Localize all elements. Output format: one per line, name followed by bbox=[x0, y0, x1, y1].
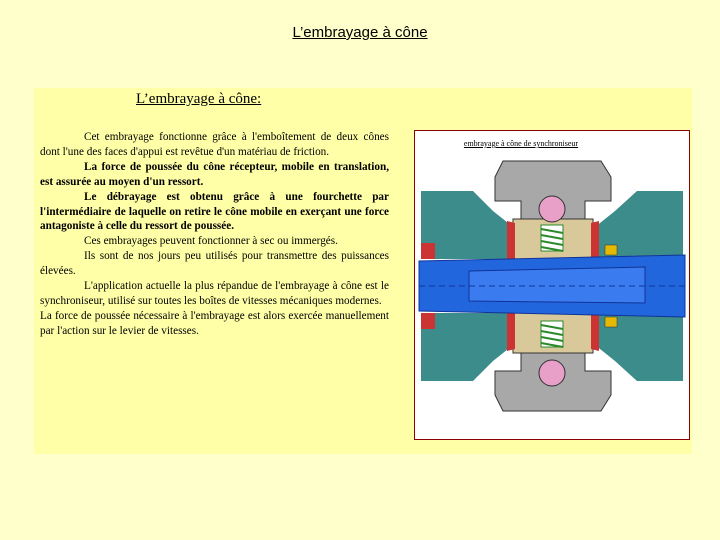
left-cone-bottom bbox=[507, 313, 515, 351]
diagram-label: embrayage à cône de synchroniseur bbox=[463, 139, 579, 148]
paragraph-4: Ces embrayages peuvent fonctionner à sec ou immergés. bbox=[84, 235, 338, 248]
gold-block-top bbox=[605, 245, 617, 255]
synchronizer-drawing bbox=[415, 131, 689, 439]
right-cone-bottom bbox=[591, 313, 599, 351]
left-cone-top bbox=[507, 221, 515, 259]
right-cone-top bbox=[591, 221, 599, 259]
paragraph-6: L'application actuelle la plus répandue de l'embrayage à cône est le synchroniseur, utilisé sur toutes les boîtes de vitesses mécaniques modernes. bbox=[40, 280, 389, 307]
ball-bottom bbox=[539, 360, 565, 386]
paragraph-3: Le débrayage est obtenu grâce à une fourchette par l'intermédiaire de laquelle on retire le cône mobile en exerçant une force antagoniste à celle du ressort de poussée. bbox=[40, 190, 389, 233]
paragraph-2: La force de poussée du cône récepteur, mobile en translation, est assurée au moyen d'un ressort. bbox=[40, 160, 389, 188]
paragraph-1: Cet embrayage fonctionne grâce à l'emboîtement de deux cônes dont l'une des faces d'appui est revêtue d'un matériau de friction. bbox=[40, 131, 389, 158]
content-panel bbox=[34, 88, 692, 454]
paragraph-7: La force de poussée nécessaire à l'embrayage est alors exercée manuellement par l'action sur le levier de vitesses. bbox=[40, 309, 389, 337]
ball-top bbox=[539, 196, 565, 222]
synchronizer-diagram bbox=[414, 130, 690, 440]
description-text bbox=[40, 130, 389, 339]
panel-heading: L’embrayage à cône: bbox=[136, 91, 262, 107]
gold-block-bottom bbox=[605, 317, 617, 327]
slide-title: L’embrayage à cône bbox=[292, 24, 428, 41]
paragraph-5: Ils sont de nos jours peu utilisés pour transmettre des puissances élevées. bbox=[40, 250, 389, 278]
shaft-highlight bbox=[469, 267, 645, 303]
